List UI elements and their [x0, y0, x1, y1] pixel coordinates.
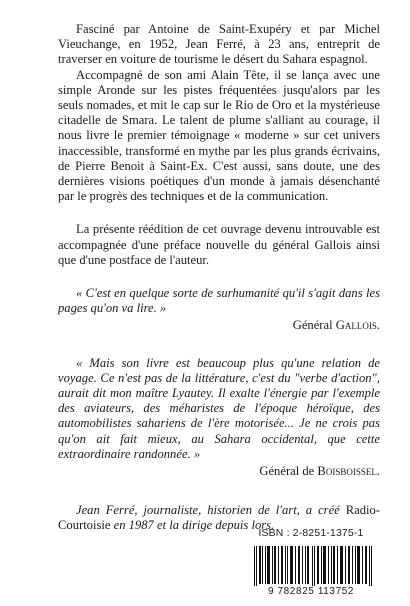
paragraph-reedition: La présente réédition de cet ouvrage devenu introuvable est accompagnée d'une préface nouvelle du général Gallois ainsi que d'une postface de l'auteur. [58, 222, 380, 267]
quote-signature: Général Gallois. [292, 318, 380, 333]
quote-block-gallois [58, 286, 380, 334]
isbn-label: ISBN : 2-8251-1375-1 [258, 528, 364, 539]
barcode-icon [252, 546, 376, 590]
paragraph-journey: Accompagné de son ami Alain Tête, il se lança avec une simple Aronde sur les pistes fréquentées jusqu'alors par les seuls nomades, et mit le cap sur le Rio de Oro et la mystérieuse citadelle de Smara. Le talent de plume s'alliant au courage, il nous livre le premier témoignage « moderne » sur cet univers inaccessible, transformé en mythe par les plus grands écrivains, de Pierre Benoit à Saint-Ex. C'est aussi, sans doute, une des dernières visions poétiques d'un monde à jamais désenchanté par le progrès des techniques et de la communication. [58, 67, 380, 204]
barcode-number: 9 782825 113752 [246, 586, 376, 597]
quote-block-boisboissel [58, 356, 380, 480]
quote-text: « C'est en quelque sorte de surhumanité qu'il s'agit dans les pages qu'on va lire. » [58, 286, 380, 316]
quote-text: « Mais son livre est beaucoup plus qu'une relation de voyage. Ce n'est pas de la littérature, c'est du "verbe d'action", aurait dit mon maître Lyautey. Il exalte l'énergie par l'exemple des aviateurs, des méharistes de l'époque héroïque, des automobilistes sahariens de l'ère motorisée... Je ne crois pas qu'on ait fait mieux, au Sahara occidental, que cette extraordinaire randonnée. » [58, 355, 380, 461]
paragraph-intro: Fasciné par Antoine de Saint-Exupéry et par Michel Vieuchange, en 1952, Jean Ferré, à 23 ans, entreprit de traverser en voiture de tourisme le désert du Sahara espagnol. [58, 22, 380, 67]
author-bio: Jean Ferré, journaliste, historien de l'art, a créé Radio-Courtoisie en 1987 et la dirige depuis lors. [58, 503, 380, 533]
quote-signature: Général de Boisboissel. [259, 464, 380, 479]
